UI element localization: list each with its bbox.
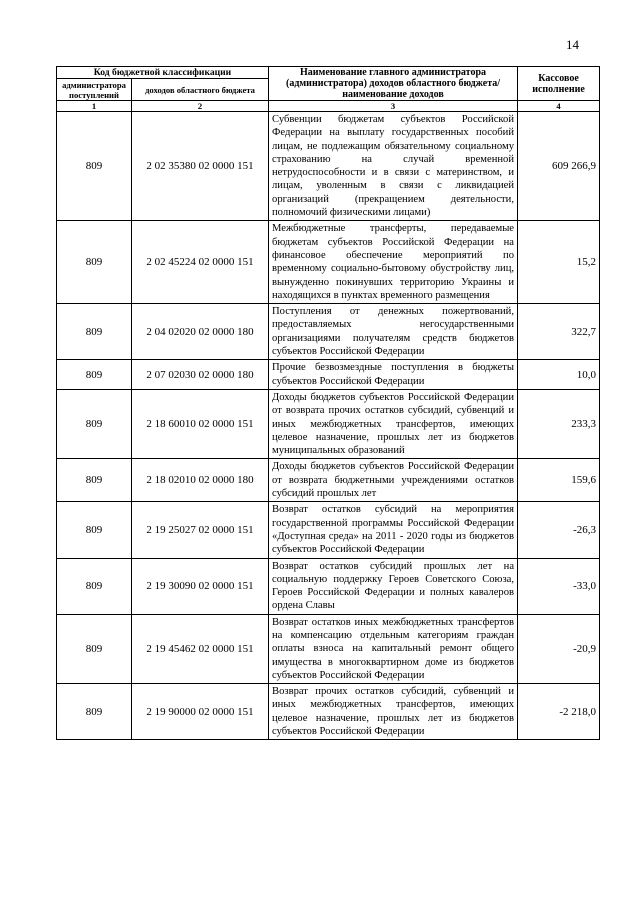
revenue-code-cell: 2 02 45224 02 0000 151 xyxy=(132,221,269,304)
page-number: 14 xyxy=(566,37,579,52)
revenue-name-cell: Доходы бюджетов субъектов Российской Федерации от возврата бюджетными учреждениями остатков субсидий прошлых лет xyxy=(269,459,518,502)
cash-execution-cell: 233,3 xyxy=(518,389,600,458)
revenue-name-cell: Поступления от денежных пожертвований, предоставляемых негосударственными организациями получателям средств бюджетов субъектов Российской Федерации xyxy=(269,304,518,360)
admin-code-cell: 809 xyxy=(57,502,132,558)
revenue-name-cell: Возврат прочих остатков субсидий, субвенций и иных межбюджетных трансфертов, имеющих целевое назначение, прошлых лет из бюджетов субъектов Российской Федерации xyxy=(269,684,518,740)
revenue-name-cell: Доходы бюджетов субъектов Российской Федерации от возврата прочих остатков субсидий, субвенций и иных межбюджетных трансфертов, имеющих целевое назначение, прошлых лет из бюджетов муниципальных образований xyxy=(269,389,518,458)
column-number: 3 xyxy=(269,101,518,112)
table-row xyxy=(57,502,600,558)
cash-execution-cell: -33,0 xyxy=(518,558,600,614)
revenue-code-cell: 2 02 35380 02 0000 151 xyxy=(132,112,269,221)
revenue-name-cell: Возврат остатков субсидий на мероприятия государственной программы Российской Федерации «Доступная среда» на 2011 - 2020 годы из бюджетов субъектов Российской Федерации xyxy=(269,502,518,558)
admin-code-cell: 809 xyxy=(57,684,132,740)
admin-code-cell: 809 xyxy=(57,389,132,458)
table-row xyxy=(57,684,600,740)
table-row xyxy=(57,221,600,304)
cash-execution-cell: -20,9 xyxy=(518,614,600,683)
table-row xyxy=(57,558,600,614)
revenue-code-cell: 2 18 02010 02 0000 180 xyxy=(132,459,269,502)
column-number: 4 xyxy=(518,101,600,112)
revenue-name-cell: Межбюджетные трансферты, передаваемые бюджетам субъектов Российской Федерации на финансовое обеспечение мероприятий по временному социально-бытовому обустройству лиц, вынужденно покинувших территорию Украины и находящихся в пунктах временного размещения xyxy=(269,221,518,304)
revenue-name-cell: Возврат остатков субсидий прошлых лет на социальную поддержку Героев Советского Союза, Героев Российской Федерации и полных кавалеров ордена Славы xyxy=(269,558,518,614)
header-name: Наименование главного администратора (администратора) доходов областного бюджета/ наименование доходов xyxy=(269,67,518,101)
revenue-code-cell: 2 19 90000 02 0000 151 xyxy=(132,684,269,740)
revenue-code-cell: 2 04 02020 02 0000 180 xyxy=(132,304,269,360)
table-row xyxy=(57,459,600,502)
column-number: 2 xyxy=(132,101,269,112)
cash-execution-cell: -26,3 xyxy=(518,502,600,558)
cash-execution-cell: 15,2 xyxy=(518,221,600,304)
header-cash-execution: Кассовое исполнение xyxy=(518,67,600,101)
admin-code-cell: 809 xyxy=(57,614,132,683)
table-row xyxy=(57,389,600,458)
revenue-name-cell: Прочие безвозмездные поступления в бюджеты субъектов Российской Федерации xyxy=(269,360,518,390)
table-row xyxy=(57,304,600,360)
admin-code-cell: 809 xyxy=(57,304,132,360)
revenue-name-cell: Возврат остатков иных межбюджетных трансфертов на компенсацию отдельным категориям граждан оплаты взноса на капитальный ремонт общего имущества в многоквартирном доме из бюджетов субъектов Российской Федерации xyxy=(269,614,518,683)
revenue-code-cell: 2 19 30090 02 0000 151 xyxy=(132,558,269,614)
admin-code-cell: 809 xyxy=(57,558,132,614)
admin-code-cell: 809 xyxy=(57,112,132,221)
table-row xyxy=(57,614,600,683)
table-row xyxy=(57,112,600,221)
cash-execution-cell: 609 266,9 xyxy=(518,112,600,221)
revenue-code-cell: 2 18 60010 02 0000 151 xyxy=(132,389,269,458)
admin-code-cell: 809 xyxy=(57,360,132,390)
cash-execution-cell: -2 218,0 xyxy=(518,684,600,740)
header-admin: администратора поступлений xyxy=(57,79,132,101)
cash-execution-cell: 10,0 xyxy=(518,360,600,390)
revenue-code-cell: 2 07 02030 02 0000 180 xyxy=(132,360,269,390)
admin-code-cell: 809 xyxy=(57,221,132,304)
cash-execution-cell: 322,7 xyxy=(518,304,600,360)
column-number: 1 xyxy=(57,101,132,112)
admin-code-cell: 809 xyxy=(57,459,132,502)
header-revenue-code: доходов областного бюджета xyxy=(132,79,269,101)
revenue-code-cell: 2 19 25027 02 0000 151 xyxy=(132,502,269,558)
table-row xyxy=(57,360,600,390)
column-numbers-row xyxy=(57,101,600,112)
cash-execution-cell: 159,6 xyxy=(518,459,600,502)
header-budget-classification: Код бюджетной классификации xyxy=(57,67,269,79)
budget-revenue-table xyxy=(56,66,600,740)
revenue-code-cell: 2 19 45462 02 0000 151 xyxy=(132,614,269,683)
revenue-name-cell: Субвенции бюджетам субъектов Российской Федерации на выплату государственных пособий лицам, не подлежащим обязательному социальному страхованию на случай временной нетрудоспособности и в связи с материнством, и лицам, уволенным в связи с ликвидацией организаций (прекращением деятельности, полномочий физическими лицами) xyxy=(269,112,518,221)
